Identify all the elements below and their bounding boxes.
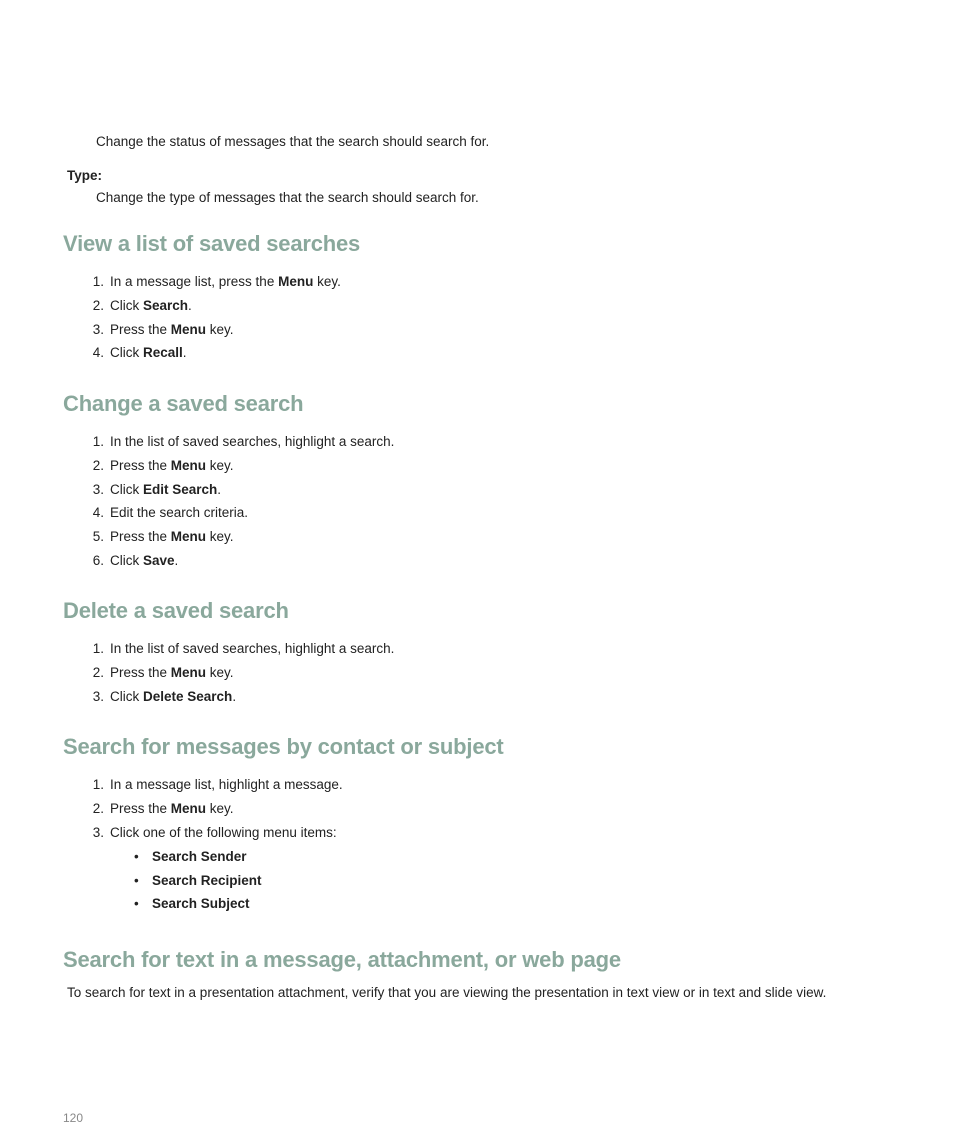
step-bold: Menu (278, 274, 314, 289)
step-number: 4. (92, 505, 104, 521)
step-number: 3. (92, 688, 104, 704)
step-text: key. (206, 321, 234, 337)
step-number: 1. (92, 777, 104, 792)
step-bold: Save (143, 552, 175, 568)
step-number: 2. (92, 800, 104, 816)
step-text: In the list of saved searches, highlight a search. (110, 641, 395, 656)
step-text: Click (110, 481, 143, 497)
step-number: 2. (92, 297, 104, 313)
bullet-icon: • (134, 872, 139, 888)
step-bold: Menu (170, 321, 207, 337)
step-text: key. (206, 800, 234, 816)
step-number: 2. (92, 664, 104, 680)
step-number: 6. (92, 552, 104, 568)
step-text: Press the (110, 321, 171, 337)
step-bold: Menu (170, 800, 207, 816)
step-bold: Menu (170, 457, 207, 473)
step-number: 1. (92, 434, 104, 449)
step-number: 4. (92, 345, 104, 361)
step-bold: Edit Search (143, 481, 218, 497)
bullet-icon: • (134, 896, 139, 912)
step-text: Click one of the following menu items: (110, 824, 337, 840)
heading-search-text: Search for text in a message, attachment, or web page (63, 947, 621, 972)
step-text: Press the (110, 529, 171, 545)
type-description: Change the type of messages that the search should search for. (96, 190, 479, 205)
step-text: key. (206, 457, 234, 473)
step-text: key. (206, 664, 234, 680)
step-number: 5. (92, 529, 104, 545)
menu-item-name: Search Subject (152, 896, 250, 912)
step-number: 1. (92, 274, 104, 289)
step-number: 3. (92, 321, 104, 337)
step-bold: Delete Search (143, 688, 233, 704)
step-bold: Menu (170, 664, 207, 680)
step-text: Click (110, 552, 143, 568)
step-text: Click (110, 345, 143, 361)
step-text: key. (206, 529, 234, 545)
bullet-icon: • (134, 849, 139, 864)
step-text: Press the (110, 457, 171, 473)
step-text: . (174, 552, 179, 568)
step-number: 2. (92, 457, 104, 473)
step-bold: Recall (143, 345, 183, 361)
step-text: In a message list, highlight a message. (110, 777, 343, 792)
step-text: Press the (110, 664, 171, 680)
intro-text: Change the status of messages that the search should search for. (96, 134, 490, 149)
menu-item-name: Search Recipient (152, 872, 262, 888)
search-text-paragraph: To search for text in a presentation attachment, verify that you are viewing the presentation in text view or in text and slide view. (67, 985, 827, 1000)
page-number: 120 (63, 1111, 84, 1125)
step-text: Click (110, 688, 143, 704)
step-number: 3. (92, 481, 104, 497)
step-text: key. (313, 274, 341, 289)
step-text: . (232, 688, 237, 704)
step-text: Click (110, 297, 143, 313)
step-bold: Menu (170, 529, 207, 545)
heading-delete-saved-search: Delete a saved search (63, 598, 289, 623)
heading-change-saved-search: Change a saved search (63, 391, 304, 416)
step-text: In the list of saved searches, highlight a search. (110, 434, 395, 449)
step-text: In a message list, press the (110, 274, 279, 289)
step-number: 3. (92, 824, 104, 840)
step-text: Press the (110, 800, 171, 816)
menu-item-name: Search Sender (152, 849, 247, 864)
heading-search-contact-subject: Search for messages by contact or subject (63, 734, 504, 759)
step-number: 1. (92, 641, 104, 656)
type-label: Type: (67, 168, 103, 183)
heading-view-saved-searches: View a list of saved searches (63, 231, 361, 256)
step-text: . (182, 345, 187, 361)
step-text: . (188, 297, 192, 313)
step-bold: Search (143, 297, 189, 313)
step-text: . (217, 481, 222, 497)
step-text: Edit the search criteria. (110, 505, 249, 521)
